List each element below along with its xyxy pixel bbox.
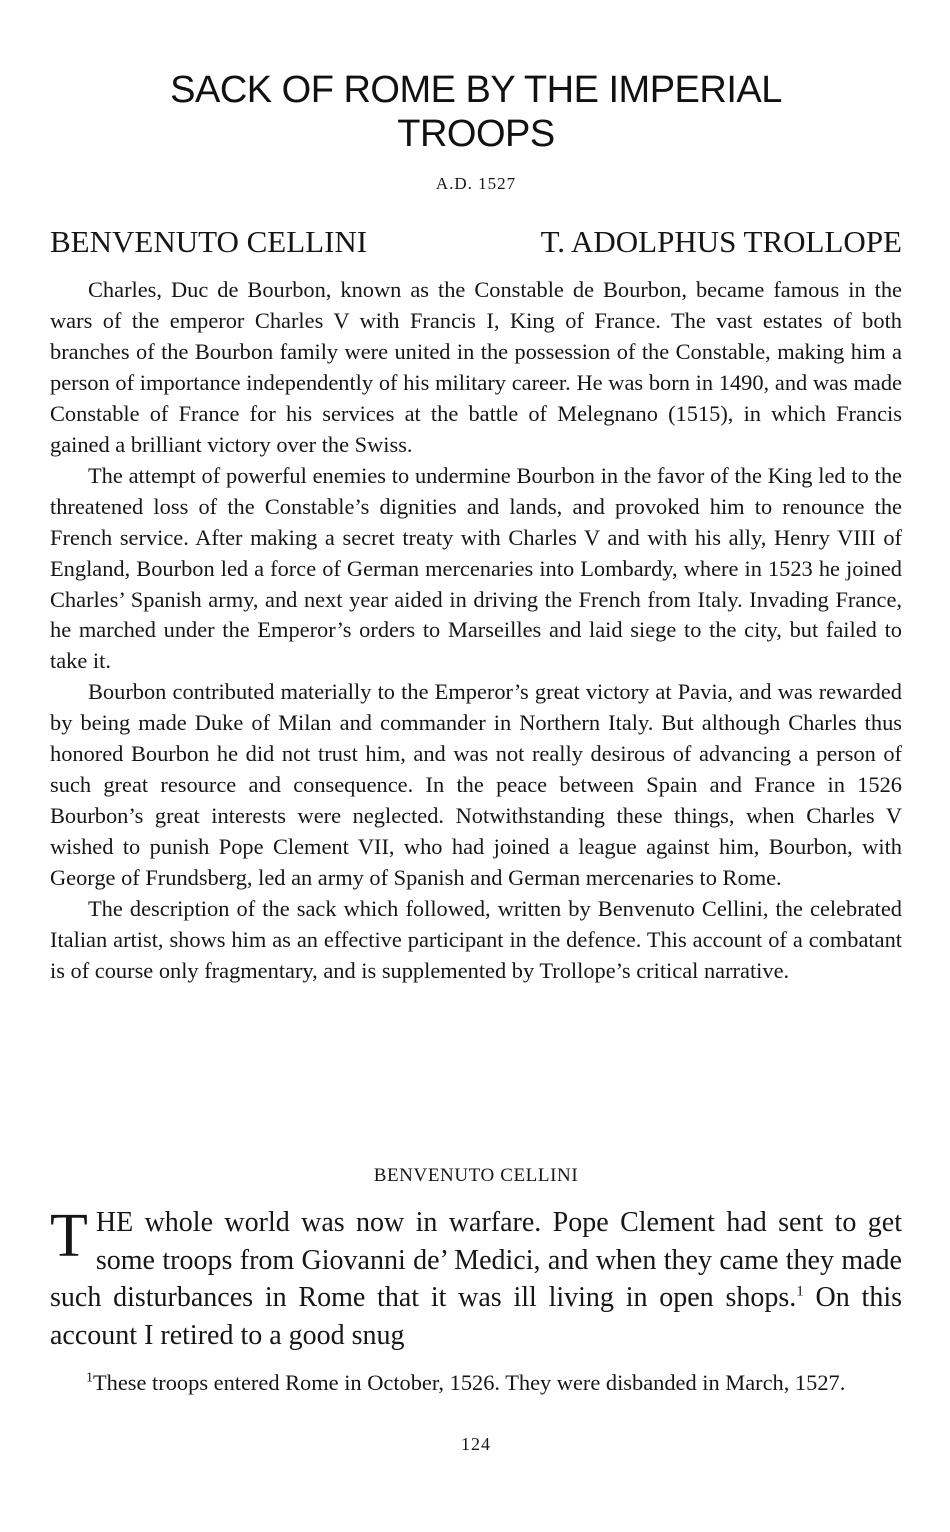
chapter-title-line-2: TROOPS (397, 113, 555, 155)
footnote-text: These troops entered Rome in October, 1526. They were disbanded in March, 1527. (93, 1370, 846, 1395)
author-left: BENVENUTO CELLINI (50, 224, 368, 259)
footnote-paragraph (50, 1368, 902, 1398)
chapter-date: A.D. 1527 (435, 174, 517, 193)
main-text-end: On this account I retired to a good snug (50, 1282, 902, 1351)
intro-paragraph: The attempt of powerful enemies to undermine Bourbon in the favor of the King led to the threatened loss of the Constable’s dignities and lands, and provoked him to renounce the French service. After making a secret treaty with Charles V and with his ally, Henry VIII of England, Bourbon led a force of German mercenaries into Lombardy, where in 1523 he joined Charles’ Spanish army, and next year aided in driving the French from Italy. Invading France, he marched under the Emperor’s orders to Marseilles and laid siege to the city, but failed to take it. (50, 462, 902, 674)
intro-paragraph: Bourbon contributed materially to the Emperor’s great victory at Pavia, and was rewarded by being made Duke of Milan and commander in Northern Italy. But although Charles thus honored Bourbon he did not trust him, and was not really desirous of advancing a person of such great resource and consequence. In the peace between Spain and France in 1526 Bourbon’s great interests were neglected. Notwithstanding these things, when Charles V wished to punish Pope Clement VII, who had joined a league against him, Bourbon, with George of Frundsberg, led an army of Spanish and German mercenaries to Rome. (50, 679, 902, 891)
main-paragraph (50, 1204, 902, 1354)
intro-paragraph: The description of the sack which followed, written by Benvenuto Cellini, the celebrated Italian artist, shows him as an effective participant in the defence. This account of a combatant is of course only fragmentary, and is supplemented by Trollope’s critical narrative. (50, 896, 902, 983)
chapter-title-line-1: SACK OF ROME BY THE IMPERIAL (170, 69, 782, 111)
chapter-title (50, 68, 902, 156)
author-right: T. ADOLPHUS TROLLOPE (540, 224, 902, 259)
section-heading: BENVENUTO CELLINI (373, 1165, 579, 1186)
main-text (50, 1204, 902, 1354)
intro-paragraph: Charles, Duc de Bourbon, known as the Constable de Bourbon, became famous in the wars of the emperor Charles V with Francis I, King of France. The vast estates of both branches of the Bourbon family were united in the possession of the Constable, making him a person of importance independently of his military career. He was born in 1490, and was made Constable of France for his services at the battle of Melegnano (1515), in which Francis gained a brilliant victory over the Swiss. (50, 277, 902, 457)
drop-cap: T (50, 1202, 88, 1270)
page-number: 124 (461, 1434, 491, 1454)
footnote-mark: 1 (86, 1370, 93, 1386)
introduction (50, 275, 902, 987)
main-text-start: HE whole world was now in warfare. Pope Clement had sent to get some troops from Giovanni de’ Medici, and when they came they made such disturbances in Rome that it was ill living in open shops. (50, 1207, 902, 1313)
footnote (50, 1368, 902, 1398)
footnote-reference: 1 (796, 1283, 804, 1300)
